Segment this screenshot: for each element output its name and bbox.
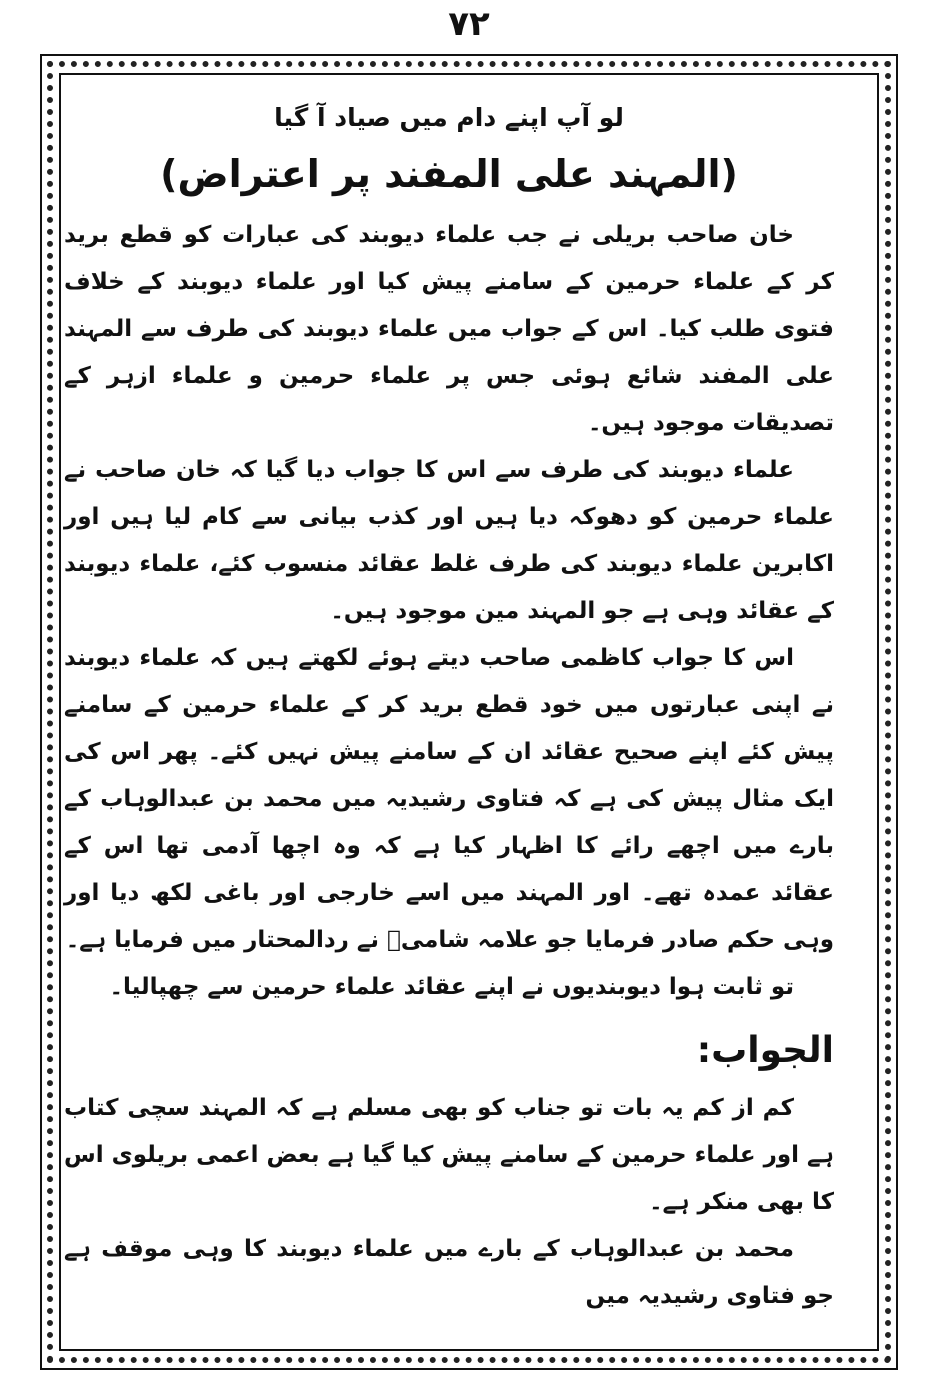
paragraph-3: اس کا جواب کاظمی صاحب دیتے ہوئے لکھتے ہیں کہ علماء دیوبند نے اپنی عبارتوں میں خود قطع برید کر کے علماء حرمین کے سامنے پیش کئے اپنے صحیح عقائد ان کے سامنے پیش نہیں کئے۔ پھر اس کی ایک مثال پیش کی ہے کہ فتاوی رشیدیہ میں محمد بن عبدالوہاب کے بارے میں اچھے رائے کا اظہار کیا ہے کہ وہ اچھا آدمی تھا اس کے عقائد عمدہ تھے۔ اور المہند میں اسے خارجی اور باغی لکھ دیا اور وہی حکم صادر فرمایا جو علامہ شامیؒ نے ردالمحتار میں فرمایا ہے۔ bbox=[64, 645, 834, 953]
paragraph-2: علماء دیوبند کی طرف سے اس کا جواب دیا گیا کہ خان صاحب نے علماء حرمین کو دھوکہ دیا ہیں اور کذب بیانی سے کام لیا ہیں اور اکابرین علماء دیوبند کی طرف غلط عقائد منسوب کئے، علماء دیوبند کے عقائد وہی ہے جو المہند مین موجود ہیں۔ bbox=[64, 457, 834, 624]
paragraph-1: خان صاحب بریلی نے جب علماء دیوبند کی عبارات کو قطع برید کر کے علماء حرمین کے سامنے پیش کیا اور علماء دیوبند کے خلاف فتوی طلب کیا۔ اس کے جواب میں علماء دیوبند کی طرف سے المہند علی المفند شائع ہوئی جس پر علماء حرمین و علماء ازہر کے تصدیقات موجود ہیں۔ bbox=[64, 222, 834, 436]
paragraph-4: تو ثابت ہوا دیوبندیوں نے اپنے عقائد علماء حرمین سے چھپالیا۔ bbox=[109, 974, 794, 1000]
page-subtitle: لو آپ اپنے دام میں صیاد آ گیا bbox=[274, 103, 624, 132]
page-number: ۷۲ bbox=[448, 4, 490, 44]
answer-heading: الجواب: bbox=[696, 1030, 834, 1071]
page-title: (المہند علی المفند پر اعتراض) bbox=[160, 152, 738, 196]
answer-paragraph-2: محمد بن عبدالوہاب کے بارے میں علماء دیوبند کا وہی موقف ہے جو فتاوی رشیدیہ میں bbox=[64, 1236, 834, 1309]
page-content bbox=[64, 92, 834, 1320]
answer-paragraph-1: کم از کم یہ بات تو جناب کو بھی مسلم ہے کہ المہند سچی کتاب ہے اور علماء حرمین کے سامنے پیش کیا گیا ہے بعض اعمی بریلوی اس کا بھی منکر ہے۔ bbox=[64, 1095, 834, 1215]
